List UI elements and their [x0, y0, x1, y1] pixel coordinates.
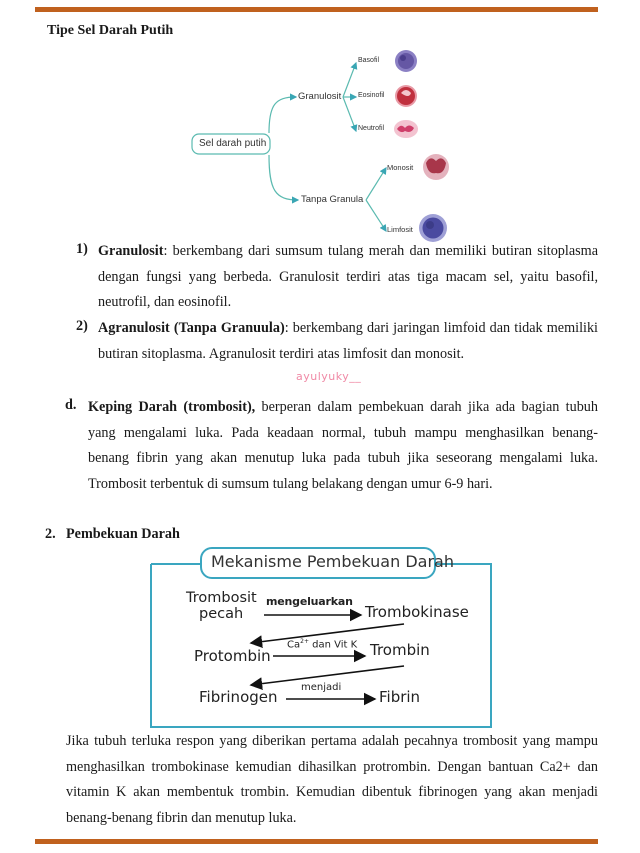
tree-branch-tanpa-granula: Tanpa Granula	[301, 194, 364, 205]
item-d-letter: d.	[65, 397, 77, 413]
list-item-2-term: Agranulosit (Tanpa Granuula)	[98, 320, 285, 336]
node-protombin: Protombin	[194, 647, 271, 665]
edge-label-mengeluarkan: mengeluarkan	[266, 595, 353, 608]
eosinofil-cell-icon	[395, 85, 417, 107]
list-item-1-term: Granulosit	[98, 243, 164, 259]
node-trombokinase: Trombokinase	[365, 603, 469, 621]
node-fibrin: Fibrin	[379, 688, 421, 706]
tree-root-label: Sel darah putih	[199, 138, 267, 149]
node-trombosit-pecah: Trombosit pecah	[186, 590, 257, 622]
list-item-1: Granulosit: berkembang dari sumsum tulang merah dan memiliki butiran sitoplasma dengan fungsi yang berbeda. Granulosit terdiri atas tiga macam sel, yaitu basofil, neutrofil, dan eosinofil.	[98, 243, 598, 310]
watermark: ayulyuky__	[296, 370, 362, 383]
clotting-diagram	[149, 544, 495, 730]
monosit-cell-icon	[423, 154, 449, 180]
edge-label-menjadi: menjadi	[301, 682, 342, 693]
limfosit-cell-icon	[419, 214, 447, 242]
cell-illustrations	[180, 45, 460, 245]
node-trombin: Trombin	[370, 641, 430, 659]
section-title: Tipe Sel Darah Putih	[47, 23, 174, 38]
node-fibrinogen: Fibrinogen	[199, 688, 278, 706]
wbc-tree-diagram	[180, 45, 460, 245]
list-item-2: Agranulosit (Tanpa Granuula): berkembang dari jaringan limfoid dan tidak memiliki butiran sitoplasma. Agranulosit terdiri atas limfosit dan monosit.	[98, 320, 598, 362]
footer-rule	[35, 839, 598, 844]
list-item-2-number: 2)	[76, 318, 88, 334]
list-item-1-number: 1)	[76, 241, 88, 257]
tree-leaf-monosit: Monosit	[387, 163, 414, 172]
tree-leaf-basofil: Basofil	[358, 57, 380, 64]
section2-title: Pembekuan Darah	[66, 526, 180, 542]
edge-label-ca-vitk: $Ca^{2+}$ dan Vit K	[287, 638, 358, 651]
tree-leaf-eosinofil: Eosinofil	[358, 92, 385, 99]
tree-leaf-limfosit: Limfosit	[387, 225, 413, 234]
section2-number: 2.	[45, 526, 56, 542]
header-rule	[35, 7, 598, 12]
neutrofil-cell-icon	[394, 120, 418, 138]
clotting-diagram-title: Mekanisme Pembekuan Darah	[211, 552, 454, 571]
item-d-term: Keping Darah (trombosit),	[88, 399, 256, 415]
tree-branch-granulosit: Granulosit	[298, 91, 342, 102]
item-d-paragraph: Keping Darah (trombosit), berperan dalam pembekuan darah jika ada bagian tubuh yang mengalami luka. Pada keadaan normal, tubuh mampu menghasilkan benang- benang fibrin yang akan menutup luka pada tubuh jika seseorang mengalami luka. Trombosit terbentuk di sumsum tulang belakang dengan umur 6-9 hari.	[88, 399, 598, 492]
closing-paragraph: Jika tubuh terluka respon yang diberikan pertama adalah pecahnya trombosit yang mampu menghasilkan trombokinase kemudian dihasilkan protrombin. Dengan bantuan Ca2+ dan vitamin K akan membentuk trombin. Kemudian dibentuk fibrinogen yang akan menjadi benang-benang fibrin dan menutup luka.	[66, 733, 598, 826]
tree-leaf-neutrofil: Neutrofil	[358, 125, 385, 132]
basofil-cell-icon	[395, 50, 417, 72]
